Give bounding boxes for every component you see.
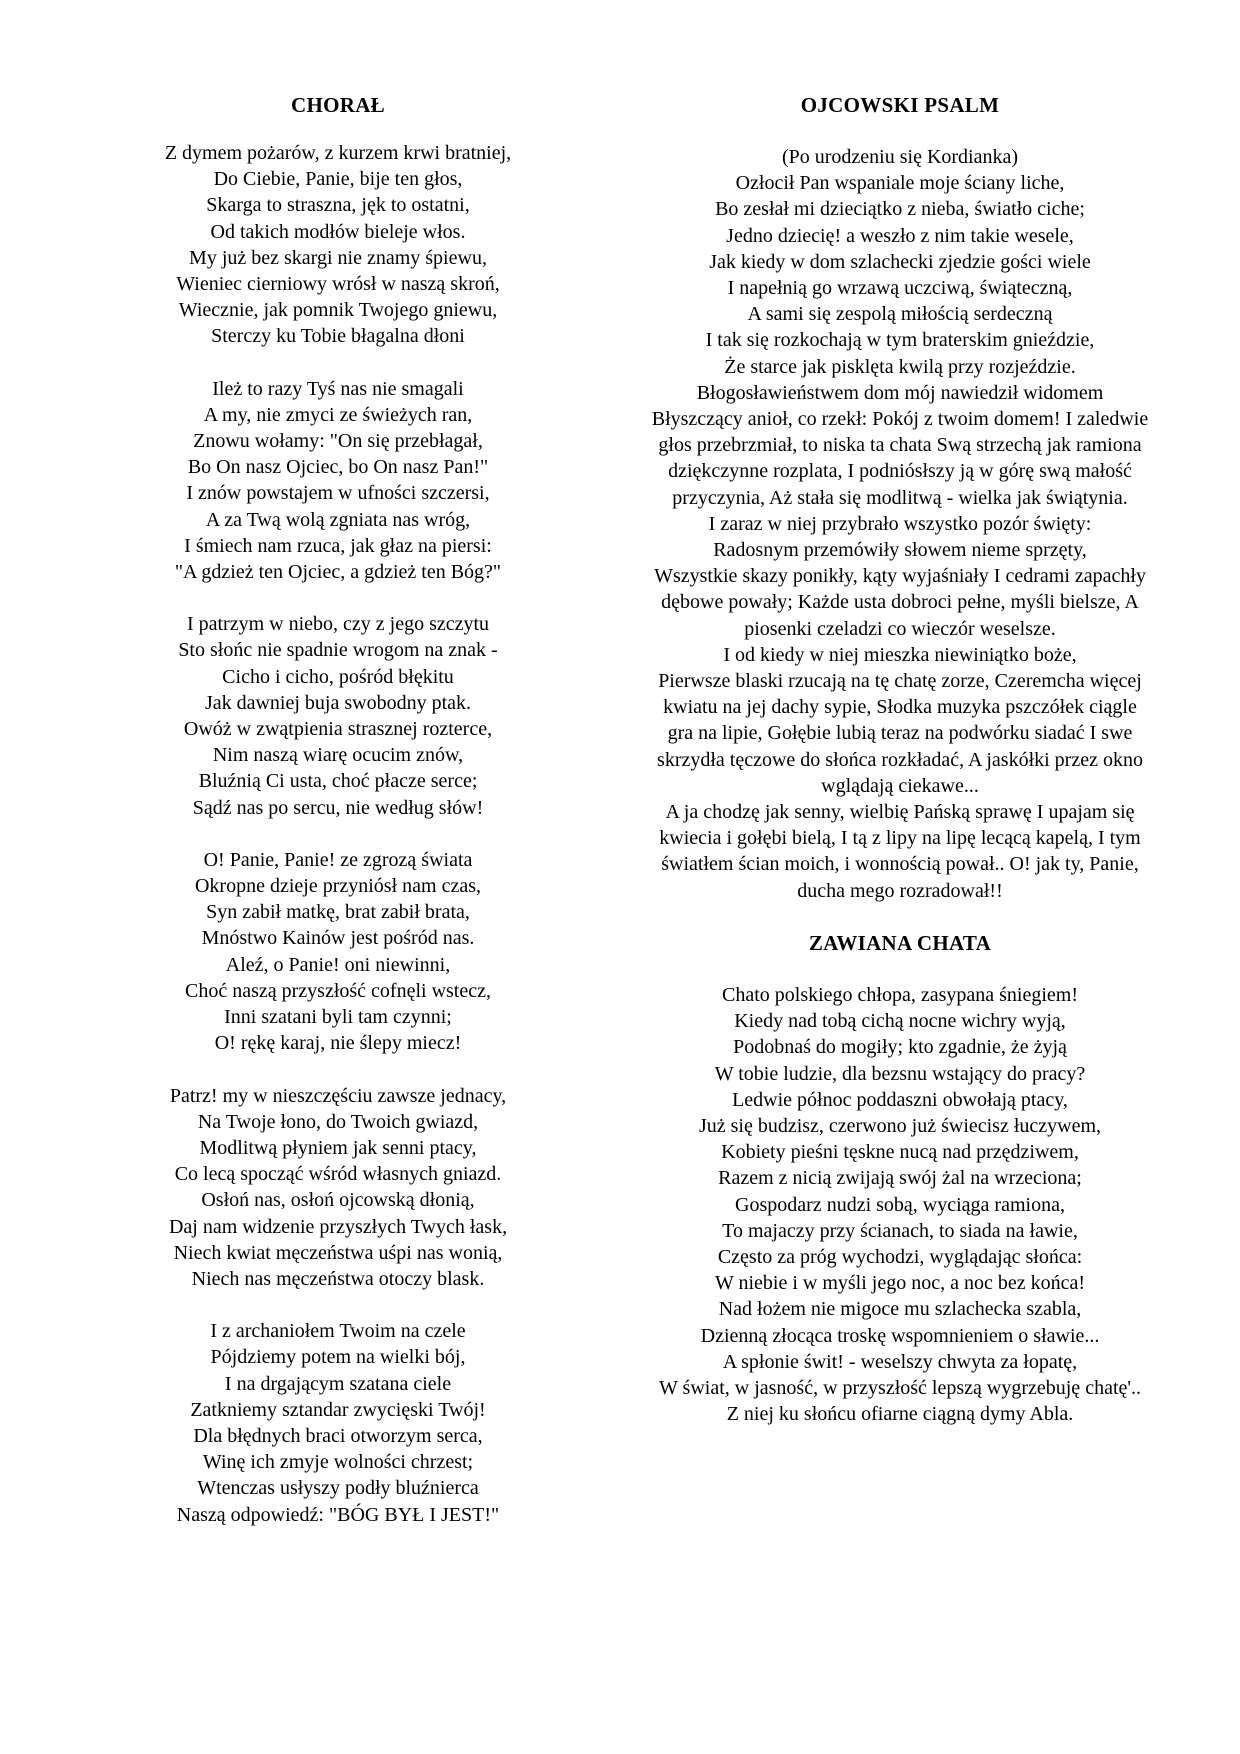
poem-line: Okropne dzieje przyniósł nam czas,	[194, 875, 481, 898]
poem-line: Nad łożem nie migoce mu szlachecka szabla,	[718, 1298, 1082, 1321]
poem-line: I na drgającym szatana ciele	[224, 1372, 452, 1395]
poem-line: A za Twą wolą zgniata nas wróg,	[205, 508, 471, 531]
poem-line: Z dymem pożarów, z kurzem krwi bratniej,	[164, 142, 512, 164]
poem-line: O! Panie, Panie! ze zgrozą świata	[203, 848, 473, 871]
poem-line: A sami się zespolą miłością serdeczną	[747, 303, 1053, 326]
poem-line: I zaraz w niej przybrało wszystko pozór święty:	[708, 512, 1092, 535]
poem-line: Gospodarz nudzi sobą, wyciąga ramiona,	[735, 1193, 1065, 1216]
poem-line: Błyszczący anioł, co rzekł: Pokój z twoim domem! I zaledwie głos przebrzmiał, to niska ta chata Swą strzechą jak ramiona dziękczynne rozplata, I podniósłszy ją w górę swą małość przyczynia, Aż stała się modlitwą - wielka jak świątynia.	[651, 408, 1149, 509]
poem-line: Że starce jak pisklęta kwilą przy rozjeździe.	[724, 355, 1076, 378]
poem-line: Wtenczas usłyszy podły bluźnierca	[197, 1477, 479, 1500]
poem-line: Aleź, o Panie! oni niewinni,	[225, 953, 451, 976]
poem-line: Wieniec cierniowy wrósł w naszą skroń,	[176, 273, 500, 296]
stanza	[118, 1318, 558, 1528]
poem-line: I patrzym w niebo, czy z jego szczytu	[186, 613, 490, 636]
poem-line: A ja chodzę jak senny, wielbię Pańską sprawę I upajam się kwiecia i gołębi bielą, I tą z lipy na lipę lecącą kapelą, I tym światłem ścian moich, i wonnością pował.. O! jak ty, Panie, ducha mego rozradował!!	[659, 801, 1141, 902]
poem-line: Skarga to straszna, jęk to ostatni,	[206, 194, 470, 217]
poem-line: Patrz! my w nieszczęściu zawsze jednacy,	[169, 1084, 507, 1107]
poem-line: Nim naszą wiarę ocucim znów,	[212, 744, 464, 767]
poem-line: Już się budzisz, czerwono już świecisz łuczywem,	[698, 1114, 1102, 1137]
poem-line: Dla błędnych braci otworzym serca,	[193, 1424, 483, 1447]
poem-line: Zatkniemy sztandar zwycięski Twój!	[190, 1398, 486, 1421]
poem-line: Kobiety pieśni tęskne nucą nad przędziwem,	[721, 1141, 1079, 1164]
poem-line: Syn zabił matkę, brat zabił brata,	[206, 901, 470, 924]
poem-line: Podobnaś do mogiły; kto zgadnie, że żyją	[733, 1036, 1067, 1059]
right-column	[650, 92, 1150, 1427]
poem-line: Do Ciebie, Panie, bije ten głos,	[213, 168, 463, 191]
poem-line: Co lecą spocząć wśród własnych gniazd.	[174, 1163, 502, 1186]
poem-line: Ozłocił Pan wspaniale moje ściany liche,	[735, 172, 1065, 195]
poem-line: A spłonie świt! - weselszy chwyta za łopatę,	[722, 1350, 1078, 1373]
poem-line: Inni szatani byli tam czynni;	[224, 1006, 452, 1029]
poem-line: A my, nie zmyci ze świeżych ran,	[203, 403, 473, 426]
poem-line: Mnóstwo Kainów jest pośród nas.	[201, 927, 475, 950]
poem-line: Modlitwą płyniem jak senni ptacy,	[199, 1136, 477, 1159]
poem-line: Sto słońc nie spadnie wrogom na znak -	[178, 639, 498, 662]
poem-line: Z niej ku słońcu ofiarne ciągną dymy Abla.	[726, 1403, 1074, 1426]
poem-line: Daj nam widzenie przyszłych Twych łask,	[168, 1215, 508, 1238]
poem-line: I napełnią go wrzawą uczciwą, świąteczną,	[727, 277, 1073, 300]
poem-line: My już bez skargi nie znamy śpiewu,	[189, 246, 487, 269]
left-column	[118, 92, 558, 1554]
poem-line: Owóż w zwątpienia strasznej rozterce,	[183, 718, 493, 741]
poem-line: Znowu wołamy: "On się przebłagał,	[193, 430, 483, 453]
poem-title-psalm: OJCOWSKI PSALM	[800, 93, 1000, 117]
poem-line: Bluźnią Ci usta, choć płacze serce;	[198, 770, 478, 793]
subtitle-line: (Po urodzeniu się Kordianka)	[781, 146, 1019, 168]
poem-line: I od kiedy w niej mieszka niewiniątko boże,	[723, 643, 1077, 666]
poem-subtitle-psalm	[650, 144, 1150, 170]
poem-line: Sądź nas po sercu, nie według słów!	[192, 796, 484, 819]
poem-line: Na Twoje łono, do Twoich gwiazd,	[197, 1110, 479, 1133]
poem-line: I z archaniołem Twoim na czele	[210, 1320, 466, 1343]
poem-line: Wiecznie, jak pomnik Twojego gniewu,	[178, 299, 498, 322]
poem-line: Jak kiedy w dom szlachecki zjedzie gości wiele	[709, 250, 1091, 273]
poem-line: I znów powstajem w ufności szczersi,	[186, 482, 490, 505]
poem-line: "A gdzież ten Ojciec, a gdzież ten Bóg?"	[174, 561, 502, 584]
poem-line: W niebie i w myśli jego noc, a noc bez końca!	[714, 1272, 1086, 1295]
poem-line: W świat, w jasność, w przyszłość lepszą wygrzebuję chatę'..	[659, 1376, 1141, 1399]
poem-line: Niech kwiat męczeństwa uśpi nas wonią,	[173, 1241, 503, 1264]
poem-line: Osłoń nas, osłoń ojcowską dłonią,	[201, 1189, 475, 1212]
poem-line: Bo On nasz Ojciec, bo On nasz Pan!"	[187, 456, 489, 479]
poem-line: W tobie ludzie, dla bezsnu wstający do pracy?	[714, 1062, 1086, 1085]
poem-line: Cicho i cicho, pośród błękitu	[222, 665, 454, 688]
poem-title-zawiana-chata: ZAWIANA CHATA	[808, 930, 992, 955]
stanza	[118, 847, 558, 1057]
psalm-poem-body	[650, 170, 1150, 904]
poem-line: Wszystkie skazy ponikły, kąty wyjaśniały I cedrami zapachły dębowe powały; Każde usta dobroci pełne, myśli bielsze, A piosenki czeladzi co wieczór weselsze.	[654, 565, 1146, 640]
poem-line: Dzienną złocąca troskę wspomnieniem o sławie...	[700, 1324, 1100, 1347]
poem-line: Jak dawniej buja swobodny ptak.	[204, 691, 472, 714]
stanza	[118, 1083, 558, 1293]
poem-line: Błogosławieństwem dom mój nawiedził widomem	[696, 381, 1104, 404]
poem-line: Od takich modłów bieleje włos.	[210, 220, 466, 243]
poem-line: I śmiech nam rzuca, jak głaz na piersi:	[184, 534, 492, 557]
poem-line: Razem z nicią zwijają swój żal na wrzeciona;	[718, 1167, 1082, 1190]
poem-line: Często za próg wychodzi, wyglądając słońca:	[717, 1245, 1083, 1268]
poem-line: Kiedy nad tobą cichą nocne wichry wyją,	[734, 1010, 1066, 1033]
poem-line: To majaczy przy ścianach, to siada na ławie,	[722, 1219, 1078, 1242]
poem-line: Bo zesłał mi dzieciątko z nieba, światło ciche;	[715, 198, 1085, 221]
poem-line: Jedno dziecię! a weszło z nim takie wesele,	[726, 224, 1074, 247]
poem-line: Winę ich zmyje wolności chrzest;	[202, 1451, 474, 1474]
poem-line: Sterczy ku Tobie błagalna dłoni	[211, 325, 465, 348]
poem-line: O! rękę karaj, nie ślepy miecz!	[214, 1032, 462, 1055]
stanza	[118, 611, 558, 821]
poem-line: Pójdziemy potem na wielki bój,	[210, 1346, 466, 1369]
poem-line: Ledwie północ poddaszni obwołają ptacy,	[732, 1088, 1068, 1111]
poem-line: I tak się rozkochają w tym braterskim gnieździe,	[705, 329, 1095, 352]
poem-line: Radosnym przemówiły słowem nieme sprzęty,	[713, 539, 1087, 562]
poem-line: Pierwsze blaski rzucają na tę chatę zorze, Czeremcha więcej kwiatu na jej dachy sypie, Słodka muzyka pszczółek ciągle gra na lipie, Gołębie lubią teraz na podwórku siadać I swe skrzydła tęczowe do słońca rozkładać, A jaskółki przez okno wglądają ciekawe...	[657, 670, 1143, 797]
stanza	[118, 140, 558, 350]
poem-line: Chato polskiego chłopa, zasypana śniegiem!	[721, 983, 1078, 1006]
poem-line: Choć naszą przyszłość cofnęli wstecz,	[185, 979, 491, 1002]
poem-line: Naszą odpowiedź: "BÓG BYŁ I JEST!"	[176, 1503, 500, 1526]
zawiana-chata-poem-body	[650, 982, 1150, 1427]
poem-title-choral: CHORAŁ	[291, 93, 385, 117]
choral-poem-body	[118, 140, 558, 1528]
poem-line: Ileż to razy Tyś nas nie smagali	[212, 377, 464, 400]
poem-line: Niech nas męczeństwa otoczy blask.	[191, 1267, 485, 1290]
stanza	[118, 376, 558, 586]
